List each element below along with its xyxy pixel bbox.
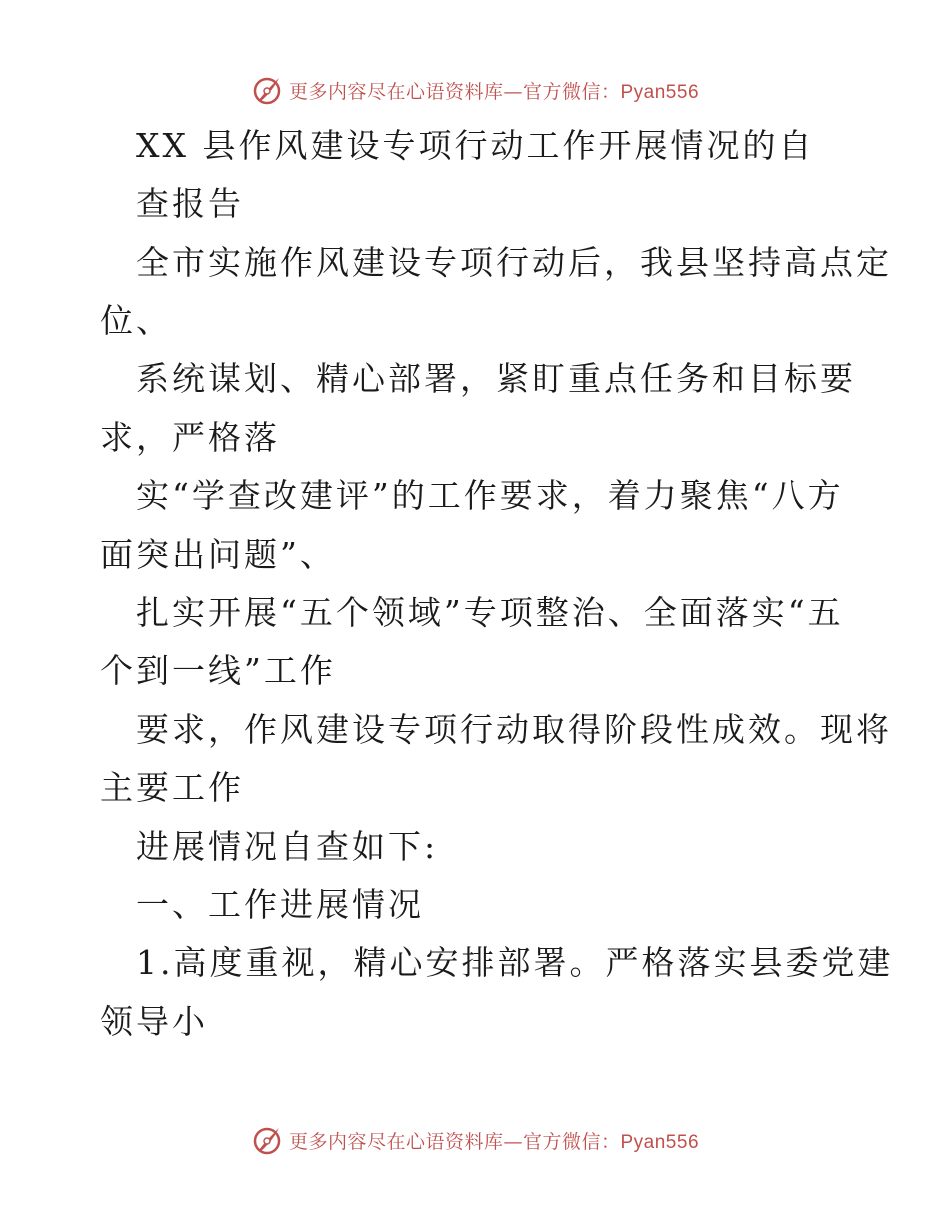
header-watermark xyxy=(0,70,950,110)
paragraph-line: 主要工作 xyxy=(100,768,244,807)
doc-title-line-2: 查报告 xyxy=(136,184,244,223)
paragraph-line: 全市实施作风建设专项行动后，我县坚持高点定 xyxy=(136,243,892,282)
section-heading: 一、工作进展情况 xyxy=(136,885,424,924)
paragraph-line: 系统谋划、精心部署，紧盯重点任务和目标要 xyxy=(136,359,856,398)
paragraph-line: 1.高度重视，精心安排部署。严格落实县委党建 xyxy=(136,943,894,982)
red-quill-logo-icon xyxy=(251,74,283,106)
watermark-text: 更多内容尽在心语资料库—官方微信：Pyan556 xyxy=(288,1130,700,1153)
doc-title-line-1: XX 县作风建设专项行动工作开展情况的自 xyxy=(136,126,815,165)
watermark-text: 更多内容尽在心语资料库—官方微信：Pyan556 xyxy=(288,80,700,103)
paragraph-line: 求，严格落 xyxy=(100,418,280,457)
paragraph-line: 要求，作风建设专项行动取得阶段性成效。现将 xyxy=(136,710,892,749)
red-quill-logo-icon xyxy=(251,1124,283,1156)
paragraph-line: 进展情况自查如下: xyxy=(136,827,439,866)
paragraph-line: 位、 xyxy=(100,301,172,340)
footer-watermark xyxy=(0,1120,950,1160)
paragraph-line: 个到一线”工作 xyxy=(100,651,336,690)
paragraph-line: 面突出问题”、 xyxy=(100,535,336,574)
paragraph-line: 实“学查改建评”的工作要求，着力聚焦“八方 xyxy=(136,476,844,515)
paragraph-line: 领导小 xyxy=(100,1002,208,1041)
paragraph-line: 扎实开展“五个领域”专项整治、全面落实“五 xyxy=(136,593,844,632)
